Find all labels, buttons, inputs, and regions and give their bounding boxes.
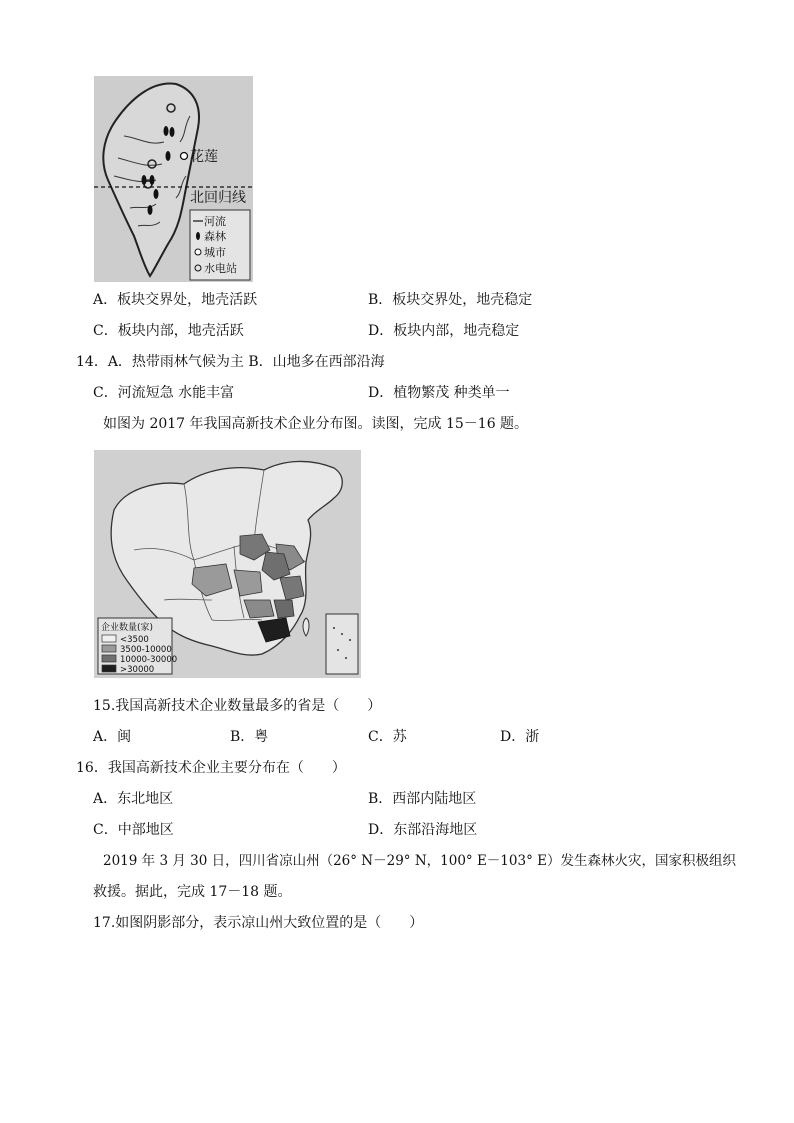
legend-item-2: 10000-30000 — [120, 655, 178, 665]
legend-hydro: 水电站 — [204, 262, 237, 275]
q16-option-a: A．东北地区 — [93, 791, 174, 807]
city-label: 花莲 — [190, 149, 218, 165]
intro-17-18-line2: 救援。据此，完成 17－18 题。 — [93, 884, 292, 900]
south-china-sea-inset — [326, 614, 358, 674]
q13-option-c: C．板块内部，地壳活跃 — [93, 323, 244, 339]
q14-option-d: D．植物繁茂 种类单一 — [368, 385, 510, 401]
legend-item-1: 3500-10000 — [120, 645, 172, 655]
legend-item-0: <3500 — [120, 635, 149, 645]
q16-option-b: B．西部内陆地区 — [368, 791, 477, 807]
q16-option-c: C．中部地区 — [93, 822, 174, 838]
q15-stem: 15.我国高新技术企业数量最多的省是（ ） — [93, 698, 382, 714]
q16-option-d: D．东部沿海地区 — [368, 822, 478, 838]
china-map-figure — [94, 450, 361, 678]
intro-15-16: 如图为 2017 年我国高新技术企业分布图。读图，完成 15－16 题。 — [103, 416, 529, 432]
q15-option-b: B．粤 — [230, 729, 269, 745]
china-map — [94, 450, 361, 678]
q13-option-a: A．板块交界处，地壳活跃 — [93, 292, 258, 308]
legend-swatch-3 — [102, 665, 116, 672]
q14-line1: 14．A．热带雨林气候为主 B．山地多在西部沿海 — [76, 354, 385, 370]
legend-swatch-0 — [102, 635, 116, 642]
legend-title: 企业数量(家) — [101, 623, 154, 633]
intro-17-18-line1: 2019 年 3 月 30 日，四川省凉山州（26° N－29° N，100° E－103° E）发生森林火灾，国家积极组织 — [103, 853, 736, 869]
q17-stem: 17.如图阴影部分，表示凉山州大致位置的是（ ） — [93, 915, 424, 931]
legend-swatch-1 — [102, 645, 116, 652]
tropic-label: 北回归线 — [190, 190, 246, 206]
taiwan-map-figure — [94, 76, 253, 282]
legend-river: 河流 — [204, 215, 226, 228]
q15-option-c: C．苏 — [368, 729, 407, 745]
legend-item-3: >30000 — [120, 665, 155, 675]
taiwan-map — [94, 76, 253, 282]
city-icon — [181, 153, 188, 160]
legend-swatch-2 — [102, 655, 116, 662]
legend-forest: 森林 — [204, 230, 226, 243]
q15-option-d: D．浙 — [500, 729, 540, 745]
q16-stem: 16．我国高新技术企业主要分布在（ ） — [76, 760, 346, 776]
q13-option-d: D．板块内部，地壳稳定 — [368, 323, 520, 339]
q15-option-a: A．闽 — [93, 729, 132, 745]
q13-option-b: B．板块交界处，地壳稳定 — [368, 292, 533, 308]
q14-option-c: C．河流短急 水能丰富 — [93, 385, 235, 401]
legend-city: 城市 — [204, 246, 226, 259]
